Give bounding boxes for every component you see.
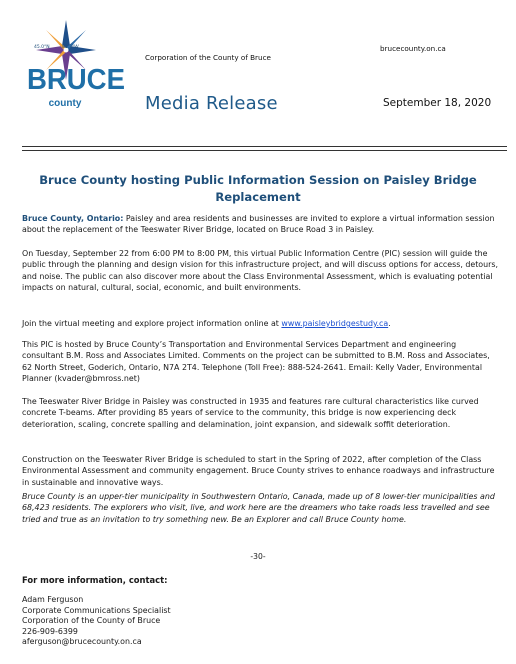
media-release-title: Media Release: [145, 93, 278, 114]
contact-name: Adam Ferguson: [22, 595, 84, 604]
contact-title: Corporate Communications Specialist: [22, 605, 171, 615]
contact-heading: For more information, contact:: [22, 575, 168, 585]
paragraph-join: [22, 318, 500, 329]
paragraph-session: On Tuesday, September 22 from 6:00 PM to 8:00 PM, this virtual Public Information Centre (PIC) session will guide the public through the planning and design vision for this infrastructure project, and will discuss options for access, detours, and noise. The public can also discover more about the Class Environmental Assessment, which is evaluating potential impacts on natural, cultural, social, economic, and built environments.: [22, 249, 498, 293]
paragraph-join-end: .: [388, 319, 391, 328]
contact-block: [22, 595, 171, 648]
paragraph-host: This PIC is hosted by Bruce County’s Transportation and Environmental Services Department and engineering consultant B.M. Ross and Associates Limited. Comments on the project can be submitted to B.M. Ross and Associates, 62 North Street, Goderich, Ontario, N7A 2T4. Telephone (Toll Free): 888-524-2641. Email: Kelly Vader, Environmental Planner (kvader@bmross.net): [22, 340, 490, 384]
logo-longitude: 81.3°W: [62, 45, 79, 50]
paragraph-construction: Construction on the Teeswater River Bridge is scheduled to start in the Spring of 2022, after completion of the Class Environmental Assessment and community engagement. Bruce County strives to enhance roadways and infrastructure in sustainable and innovative ways.: [22, 455, 495, 487]
contact-email[interactable]: aferguson@brucecounty.on.ca: [22, 637, 142, 647]
release-date: September 18, 2020: [383, 97, 492, 109]
header-divider-bottom: [22, 150, 507, 151]
dateline: Bruce County, Ontario:: [22, 214, 124, 223]
contact-phone: 226-909-6399: [22, 626, 78, 636]
headline: Bruce County hosting Public Information Session on Paisley Bridge Replacement: [39, 173, 477, 204]
website-text: brucecounty.on.ca: [380, 44, 446, 53]
logo-subtitle: county: [48, 98, 82, 109]
paragraph-intro-text: Paisley and area residents and businesses are invited to explore a virtual information session about the replacement of the Teeswater River Bridge, located on Bruce Road 3 in Paisley.: [22, 214, 495, 235]
paragraph-history: The Teeswater River Bridge in Paisley was constructed in 1935 and features rare cultural characteristics like curved concrete T-beams. After providing 85 years of service to the community, this bridge is now experiencing deck deterioration, scaling, concrete spalling and delamination, joint expansion, and sidewalk soffit deterioration.: [22, 397, 479, 429]
paragraph-join-text: Join the virtual meeting and explore project information online at: [22, 319, 282, 328]
contact-organization: Corporation of the County of Bruce: [22, 616, 161, 626]
organization-name: Corporation of the County of Bruce: [145, 53, 271, 62]
logo-wordmark: BRUCE: [27, 64, 125, 96]
paragraph-intro: [22, 213, 500, 236]
header-divider-top: [22, 146, 507, 147]
end-mark: -30-: [250, 552, 266, 561]
logo-latitude: 45.0°N: [34, 45, 50, 50]
paragraph-about-county: Bruce County is an upper-tier municipality in Southwestern Ontario, Canada, made up of 8 lower-tier municipalities and 68,423 residents. The explorers who visit, live, and work here are the dreamers who take roads less travelled and see tried and true as an invitation to try something new. Be an Explorer and call Bruce County home.: [22, 492, 495, 524]
project-website-link[interactable]: www.paisleybridgestudy.ca: [281, 319, 389, 328]
